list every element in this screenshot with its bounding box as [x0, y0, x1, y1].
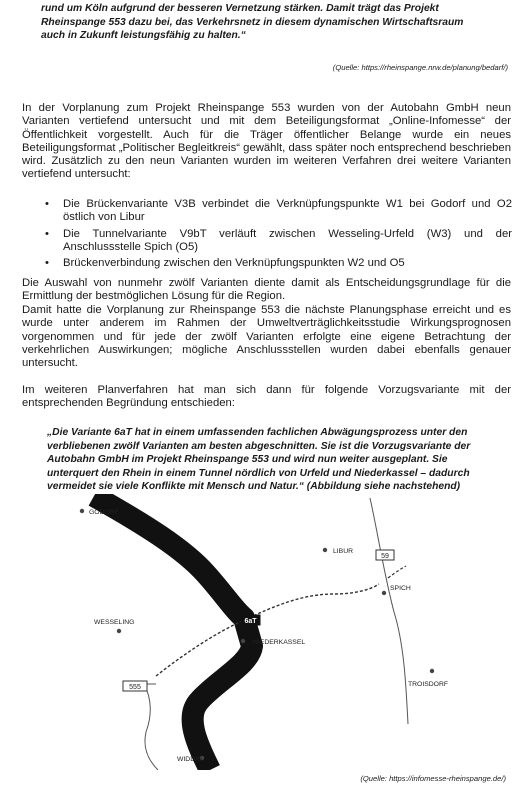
- top-quote: [41, 2, 463, 43]
- bottom-quote-line: unterquert den Rhein in einem Tunnel nördlich von Urfeld und Niederkassel – dadurch: [47, 467, 470, 479]
- paragraph-1: In der Vorplanung zum Projekt Rheinspange 553 wurden von der Autobahn GmbH neun Varianten vertiefend untersucht und mit dem Beteiligungsformat „Online-Infomesse“ der Öffentlichkeit vorgestellt. Auch für die Träger öffentlicher Belange wurde ein neues Beteiligungsformat „Politischer Begleitkreis“ gewählt, dass später noch entsprechend beschrieben wird. Zusätzlich zu den neun Varianten wurden im weiteren Verfahren drei weitere Varianten vertiefend untersucht:: [22, 102, 511, 181]
- bottom-quote-line: verbliebenen zwölf Varianten am besten abgeschnitten. Sie ist die Vorzugsvariante der: [47, 440, 471, 452]
- variant-6at-badge: [241, 615, 260, 625]
- bottom-source: (Quelle: https://infomesse-rheinspange.de/): [360, 774, 506, 783]
- top-source: (Quelle: https://rheinspange.nrw.de/planung/bedarf/): [332, 63, 508, 72]
- bullet-text: Die Tunnelvariante V9bT verläuft zwischen Wesseling-Urfeld (W3) und der Anschlussstelle Spich (O5): [63, 227, 512, 253]
- bottom-quote-line: vermeidet sie viele Konflikte mit Mensch und Natur.“ (Abbildung siehe nachstehend): [47, 481, 461, 493]
- road-59-shield: [376, 550, 394, 560]
- paragraph-2: Die Auswahl von nunmehr zwölf Varianten diente damit als Entscheidungsgrundlage für die Ermittlung der bestmöglichen Lösung für die Region.: [22, 277, 511, 303]
- variant-bullet-list: [22, 198, 512, 273]
- top-quote-line: Rheinspange 553 dazu bei, das Verkehrsnetz in diesem dynamischen Wirtschaftsraum: [41, 16, 464, 28]
- road-555-line: [144, 684, 158, 770]
- bullet-text: Brückenverbindung zwischen den Verknüpfungspunkten W2 und O5: [63, 257, 405, 270]
- place-label-libur: LIBUR: [333, 548, 354, 555]
- road-59-line: [370, 498, 408, 724]
- bottom-quote-line: Autobahn GmbH im Projekt Rheinspange 553 und wird nun weiter ausgeplant. Sie: [47, 454, 448, 466]
- variant-6at-route: [156, 584, 379, 676]
- libur-dot: [323, 548, 327, 552]
- road-555-shield: [123, 681, 147, 691]
- paragraph-3: Damit hatte die Vorplanung zur Rheinspange 553 die nächste Planungsphase erreicht und es wurde unter anderem im Rahmen der Umweltverträglichkeitsstudie Wirkungsprognosen vorgenommen und für jede der zwölf Varianten erfolgte eine eigene Betrachtung der verkehrlichen Auswirkungen; mögliche Anschlussstellen wurden dabei ebenfalls genauer untersucht.: [22, 304, 511, 370]
- bullet-item: • Brückenverbindung zwischen den Verknüpfungspunkten W2 und O5: [45, 257, 405, 270]
- rhine-river: [94, 496, 252, 770]
- bullet-item: • Die Brückenvariante V3B verbindet die Verknüpfungspunkte W1 bei Godorf und O2 östlich von Libur: [45, 198, 512, 224]
- bullet-item: • Die Tunnelvariante V9bT verläuft zwischen Wesseling-Urfeld (W3) und der Anschlussstelle Spich (O5): [45, 227, 512, 253]
- top-quote-line: auch in Zukunft leistungsfähig zu halten.“: [41, 30, 246, 42]
- bottom-quote-line: „Die Variante 6aT hat in einem umfassenden fachlichen Abwägungsprozess unter den: [47, 427, 468, 438]
- place-label-widdig: WIDDIG: [177, 756, 203, 763]
- niederkassel-dot: [241, 639, 245, 643]
- route-map: [34, 494, 508, 770]
- place-label-wesseling: WESSELING: [94, 619, 135, 626]
- top-quote-line: rund um Köln aufgrund der besseren Vernetzung stärken. Damit trägt das Projekt: [41, 3, 439, 14]
- variant-6at-label: 6aT: [244, 618, 257, 625]
- wesseling-dot: [117, 629, 121, 633]
- place-label-troisdorf: TROISDORF: [408, 681, 449, 688]
- place-label-godorf: GODORF: [89, 509, 119, 516]
- spich-dot: [382, 591, 386, 595]
- bullet-text: Die Brückenvariante V3B verbindet die Verknüpfungspunkte W1 bei Godorf und O2 östlich von Libur: [63, 198, 512, 224]
- place-label-niederkassel: NIEDERKASSEL: [253, 639, 306, 646]
- place-label-spich: SPICH: [390, 585, 411, 592]
- road-59-label: 59: [381, 553, 389, 560]
- bottom-quote: [47, 426, 470, 494]
- troisdorf-dot: [430, 669, 434, 673]
- godorf-dot: [80, 509, 84, 513]
- variant-6at-route-east: [388, 566, 406, 578]
- road-555-label: 555: [129, 684, 141, 691]
- paragraph-4: Im weiteren Planverfahren hat man sich dann für folgende Vorzugsvariante mit der entsprechenden Begründung entschieden:: [22, 384, 511, 410]
